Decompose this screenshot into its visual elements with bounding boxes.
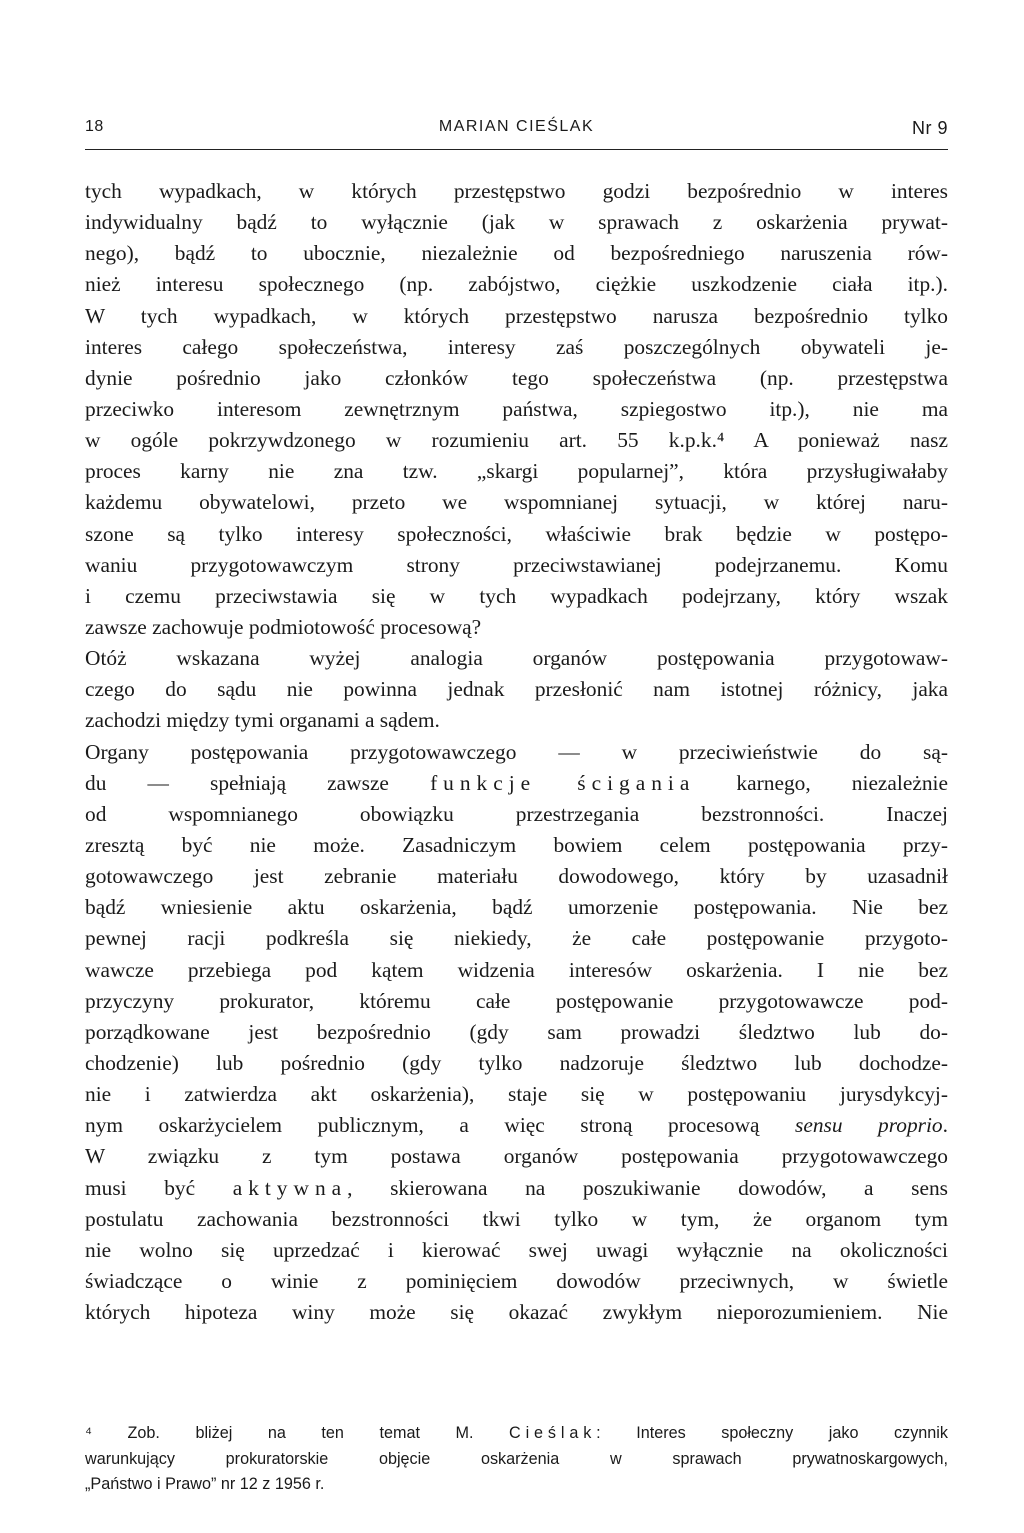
- text-line: indywidualny bądź to wyłącznie (jak w sprawach z oskarżenia prywat-: [85, 210, 948, 235]
- text-line: W związku z tym postawa organów postępowania przygotowawczego: [85, 1144, 948, 1169]
- text-line: waniu przygotowawczym strony przeciwstawianej podejrzanemu. Komu: [85, 552, 948, 577]
- footnote-line: ⁴ Zob. bliżej na ten temat M. Cieślak: Interes społeczny jako czynnik: [85, 1424, 948, 1442]
- body-text: [85, 176, 948, 1328]
- text-line: nie wolno się uprzedzać i kierować swej uwagi wyłącznie na okoliczności: [85, 1237, 948, 1262]
- text-line: zachodzi między tymi organami a sądem.: [85, 708, 440, 733]
- text-line: tych wypadkach, w których przestępstwo godzi bezpośrednio w interes: [85, 179, 948, 203]
- text-line: zawsze zachowuje podmiotowość procesową?: [85, 614, 482, 639]
- text-line: pewnej racji podkreśla się niekiedy, że całe postępowanie przygoto-: [85, 926, 948, 951]
- text-line: których hipoteza winy może się okazać zwykłym nieporozumieniem. Nie: [85, 1300, 948, 1325]
- text-line: chodzenie) lub pośrednio (gdy tylko nadzoruje śledztwo lub dochodze-: [85, 1050, 948, 1075]
- text-line: bądź wniesienie aktu oskarżenia, bądź umorzenie postępowania. Nie bez: [85, 895, 948, 920]
- text-line: świadczące o winie z pominięciem dowodów przeciwnych, w świetle: [85, 1268, 948, 1293]
- text-line: gotowawczego jest zebranie materiału dowodowego, który by uzasadnił: [85, 864, 948, 889]
- footnotes: [85, 1421, 948, 1498]
- footnote-line: warunkujący prokuratorskie objęcie oskarżenia w sprawach prywatnoskargowych,: [85, 1449, 948, 1468]
- text-line: porządkowane jest bezpośrednio (gdy sam prowadzi śledztwo lub do-: [85, 1019, 948, 1044]
- text-line: i czemu przeciwstawia się w tych wypadkach podejrzany, który wszak: [85, 583, 948, 608]
- text-line: postulatu zachowania bezstronności tkwi tylko w tym, że organom tym: [85, 1206, 948, 1231]
- text-line: nież interesu społecznego (np. zabójstwo, ciężkie uszkodzenie ciała itp.).: [85, 272, 948, 297]
- text-line: dynie pośrednio jako członków tego społeczeństwa (np. przestępstwa: [85, 365, 948, 390]
- text-line: każdemu obywatelowi, przeto we wspomnianej sytuacji, w której naru-: [85, 490, 948, 515]
- text-line: nym oskarżycielem publicznym, a więc stroną procesową sensu proprio.: [85, 1113, 948, 1138]
- text-line: musi być aktywna, skierowana na poszukiwanie dowodów, a sens: [85, 1175, 948, 1200]
- text-line: nie i zatwierdza akt oskarżenia), staje się w postępowaniu jurysdykcyj-: [85, 1082, 948, 1107]
- text-line: Organy postępowania przygotowawczego — w przeciwieństwie do są-: [85, 739, 948, 764]
- issue-number: Nr 9: [911, 118, 948, 138]
- page-number: 18: [85, 118, 104, 135]
- text-line: szone są tylko interesy społeczności, właściwie brak będzie w postępo-: [85, 521, 948, 546]
- text-line: nego), bądź to ubocznie, niezależnie od bezpośredniego naruszenia rów-: [85, 241, 948, 266]
- running-head: [85, 113, 948, 150]
- author-name: MARIAN CIEŚLAK: [438, 118, 595, 135]
- text-line: interes całego społeczeństwa, interesy zaś poszczególnych obywateli je-: [85, 334, 948, 359]
- text-line: w ogóle pokrzywdzonego w rozumieniu art. 55 k.p.k.⁴ A ponieważ nasz: [85, 428, 948, 453]
- text-line: W tych wypadkach, w których przestępstwo narusza bezpośrednio tylko: [85, 303, 948, 328]
- text-line: przeciwko interesom zewnętrznym państwa, szpiegostwo itp.), nie ma: [85, 396, 948, 421]
- footnote-line: „Państwo i Prawo” nr 12 z 1956 r.: [85, 1475, 325, 1493]
- text-line: czego do sądu nie powinna jednak przesłonić nam istotnej różnicy, jaka: [85, 677, 948, 702]
- text-line: Otóż wskazana wyżej analogia organów postępowania przygotowaw-: [85, 646, 948, 671]
- text-line: od wspomnianego obowiązku przestrzegania bezstronności. Inaczej: [85, 801, 948, 826]
- text-line: proces karny nie zna tzw. „skargi popularnej”, która przysługiwałaby: [85, 459, 948, 484]
- text-line: du — spełniają zawsze funkcje ścigania karnego, niezależnie: [85, 770, 948, 795]
- text-line: zresztą być nie może. Zasadniczym bowiem celem postępowania przy-: [85, 832, 948, 857]
- text-line: przyczyny prokurator, któremu całe postępowanie przygotowawcze pod-: [85, 988, 948, 1013]
- text-line: wawcze przebiega pod kątem widzenia interesów oskarżenia. I nie bez: [85, 957, 948, 982]
